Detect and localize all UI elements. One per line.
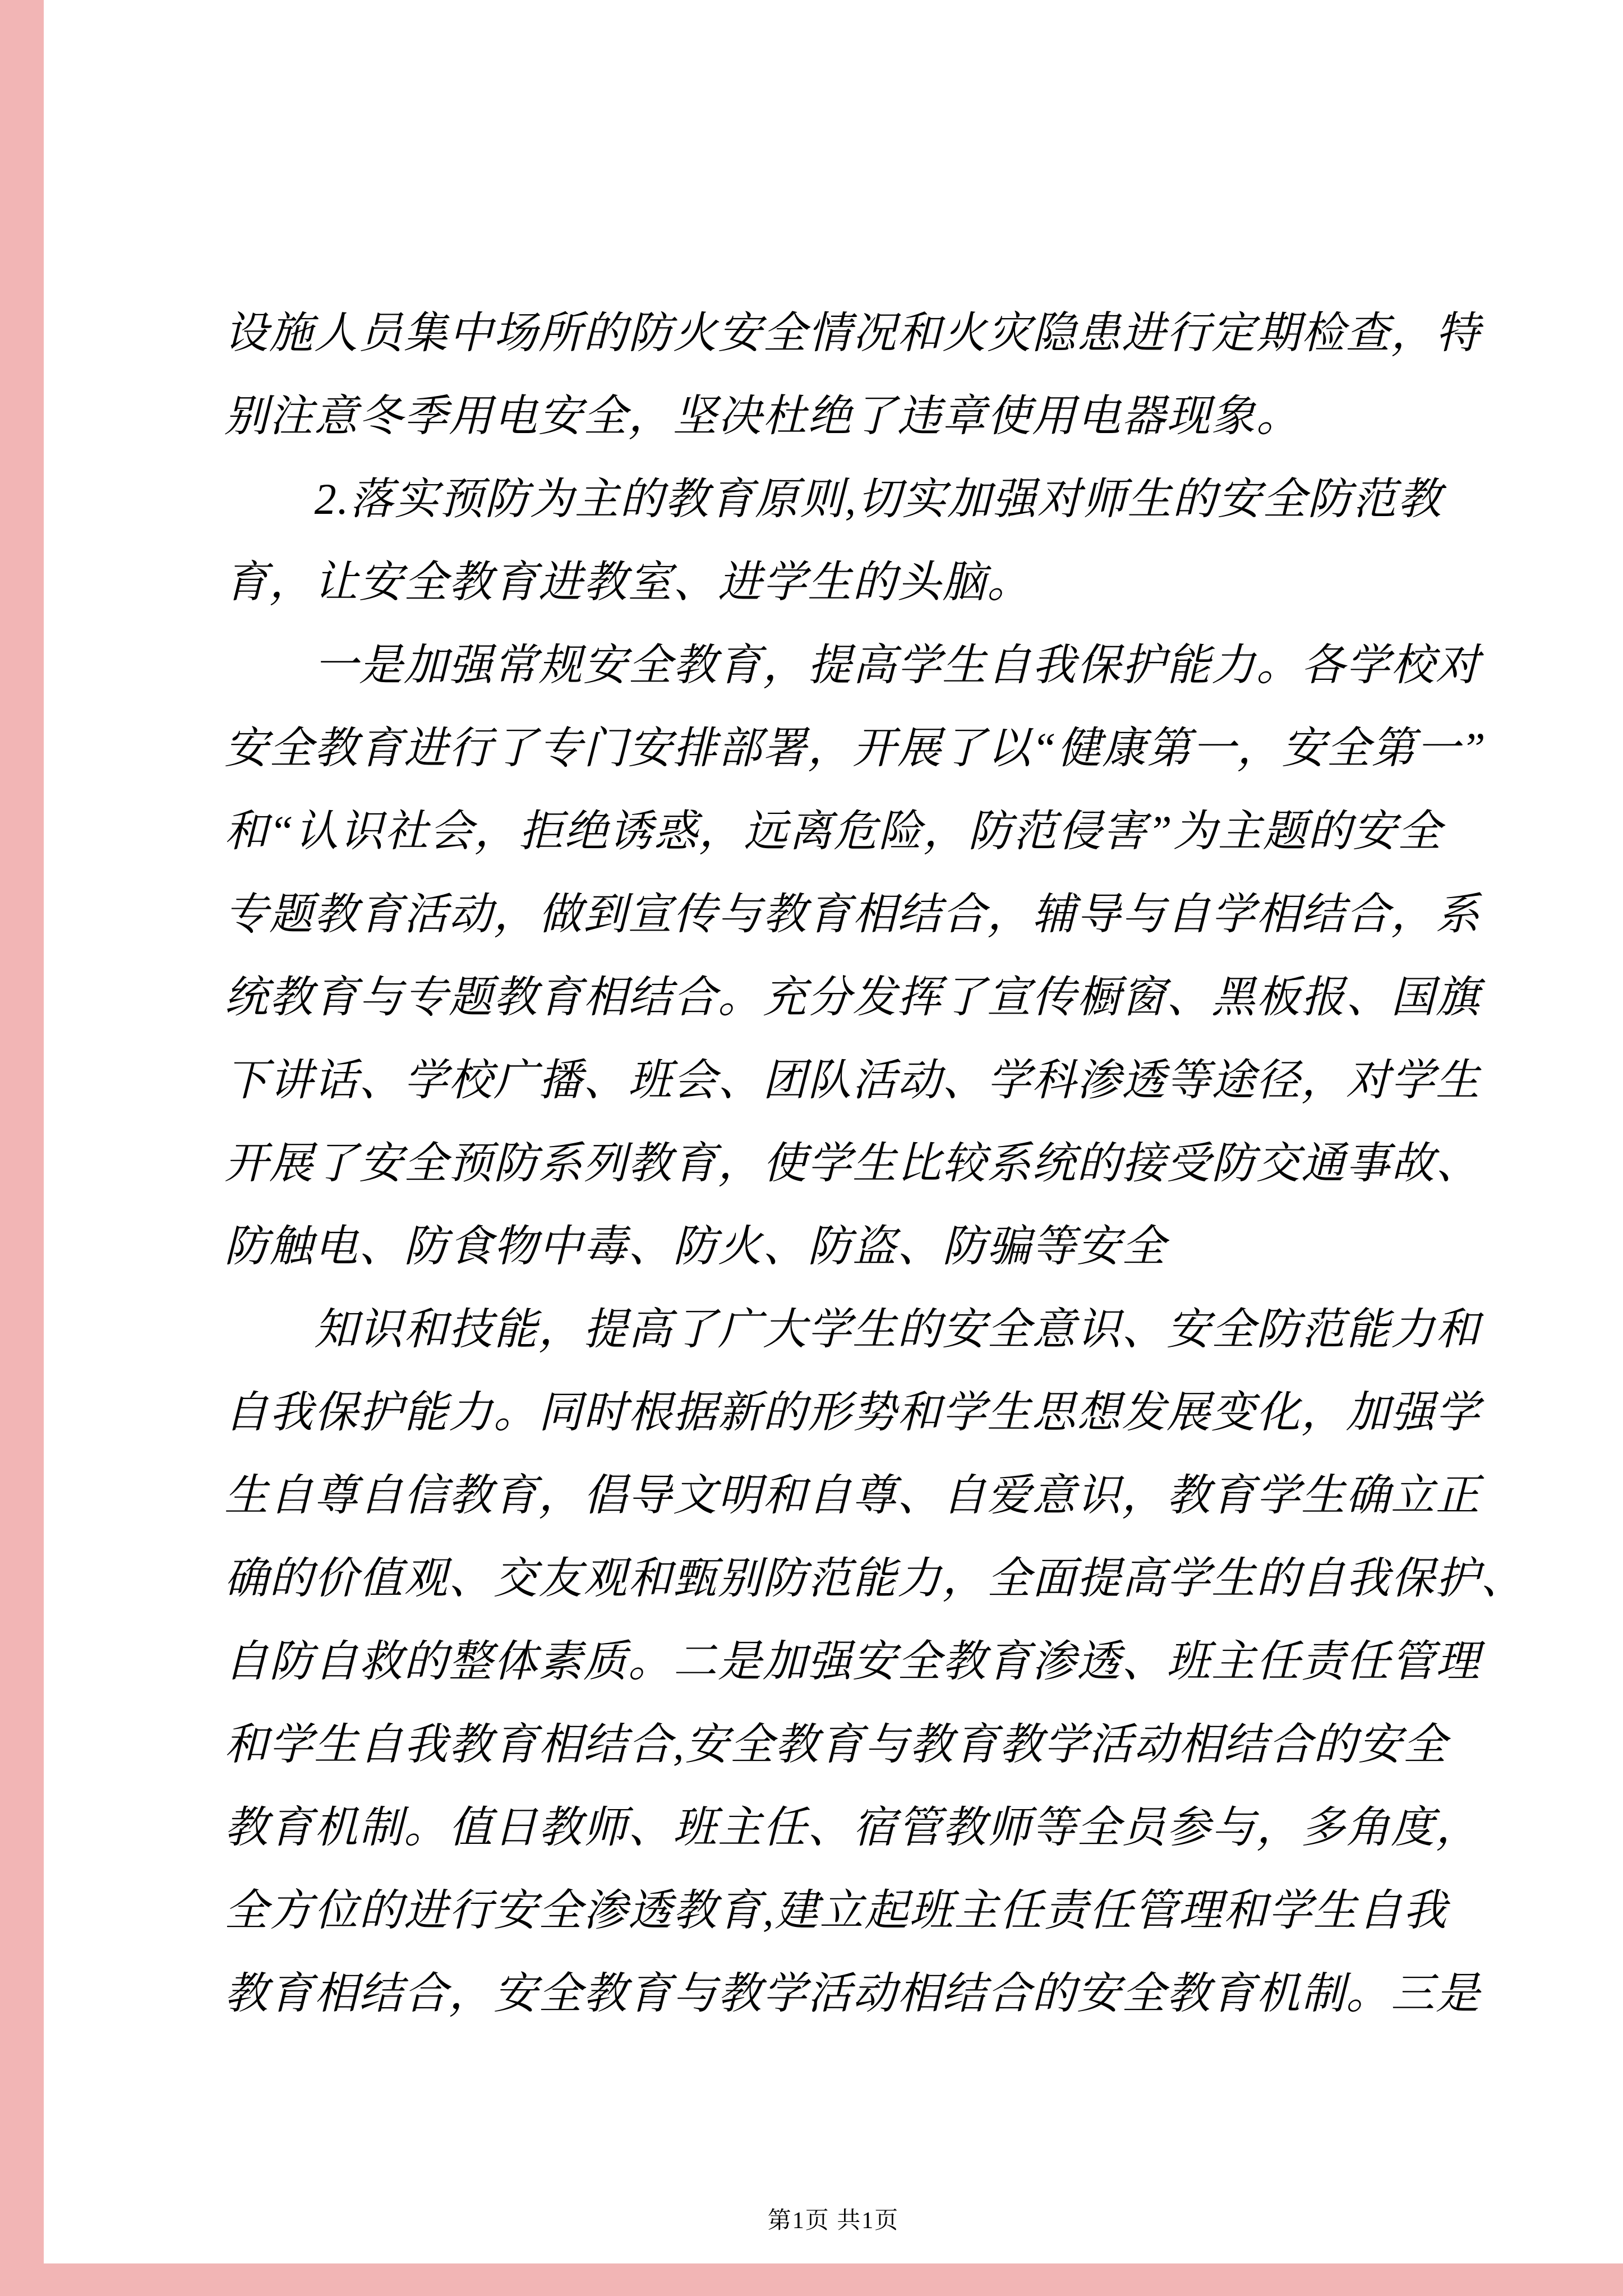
text-line: 自我保护能力。同时根据新的形势和学生思想发展变化，加强学 [224,1388,1481,1437]
text-line: 全方位的进行安全渗透教育,建立起班主任责任管理和学生自我 [224,1886,1448,1935]
text-line: 安全教育进行了专门安排部署，开展了以“健康第一，安全第一” [224,724,1487,772]
text-line: 教育机制。值日教师、班主任、宿管教师等全员参与，多角度， [224,1803,1481,1852]
text-line: 一是加强常规安全教育，提高学生自我保护能力。各学校对 [224,641,1481,689]
text-line: 开展了安全预防系列教育，使学生比较系统的接受防交通事故、 [224,1139,1481,1188]
page-footer: 第1页 共1页 [767,2208,900,2234]
text-line: 专题教育活动，做到宣传与教育相结合，辅导与自学相结合，系 [224,890,1481,938]
text-line: 设施人员集中场所的防火安全情况和火灾隐患进行定期检查，特 [224,309,1481,357]
text-line: 知识和技能，提高了广大学生的安全意识、安全防范能力和 [224,1305,1481,1354]
text-line: 2.落实预防为主的教育原则,切实加强对师生的安全防范教 [224,475,1442,523]
text-line: 下讲话、学校广播、班会、团队活动、学科渗透等途径，对学生 [224,1056,1481,1105]
document-body-text [224,292,1526,2035]
text-line: 和“认识社会，拒绝诱惑，远离危险，防范侵害”为主题的安全 [224,807,1442,855]
text-line: 防触电、防食物中毒、防火、防盗、防骗等安全 [224,1222,1167,1271]
text-line: 和学生自我教育相结合,安全教育与教育教学活动相结合的安全 [224,1720,1448,1769]
text-line: 教育相结合，安全教育与教学活动相结合的安全教育机制。三是 [224,1969,1481,2018]
text-line: 别注意冬季用电安全，坚决杜绝了违章使用电器现象。 [224,392,1302,440]
text-line: 自防自救的整体素质。二是加强安全教育渗透、班主任责任管理 [224,1637,1481,1686]
document-page [44,0,1623,2263]
text-line: 确的价值观、交友观和甄别防范能力，全面提高学生的自我保护、 [224,1554,1526,1603]
text-line: 生自尊自信教育，倡导文明和自尊、自爱意识，教育学生确立正 [224,1471,1481,1520]
text-line: 统教育与专题教育相结合。充分发挥了宣传橱窗、黑板报、国旗 [224,973,1481,1022]
text-line: 育，让安全教育进教室、进学生的头脑。 [224,558,1032,606]
